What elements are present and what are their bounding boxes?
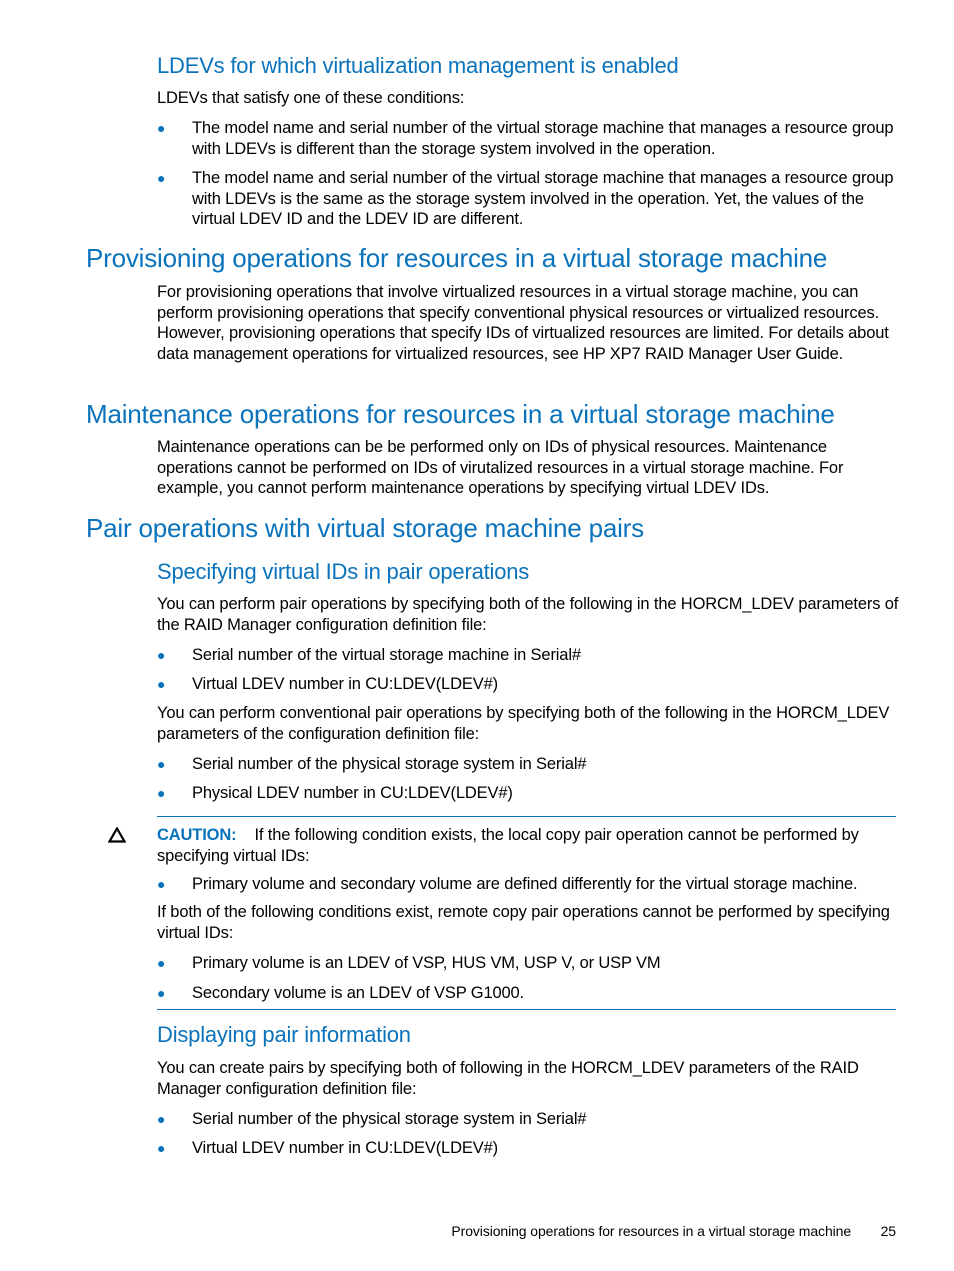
caution-paragraph <box>157 825 902 866</box>
caution-top-rule <box>157 816 896 817</box>
bullet-icon: ● <box>157 1140 166 1156</box>
bullet-icon: ● <box>157 170 166 186</box>
list-item <box>157 783 902 804</box>
caution-paragraph-2: If both of the following conditions exist, remote copy pair operations cannot be performed by specifying virtual IDs: <box>157 903 890 942</box>
section-heading-specifying-virtual-ids: Specifying virtual IDs in pair operations <box>157 559 530 584</box>
bullet-icon: ● <box>157 647 166 663</box>
section-heading-pair-operations: Pair operations with virtual storage machine pairs <box>86 513 644 543</box>
bullet-icon: ● <box>157 876 166 892</box>
page-number: 25 <box>880 1223 896 1239</box>
caution-label: CAUTION: <box>157 826 237 844</box>
list-item-text: Primary volume is an LDEV of VSP, HUS VM, USP V, or USP VM <box>192 954 661 972</box>
list-item-text: The model name and serial number of the virtual storage machine that manages a resource group with LDEVs is different than the storage system involved in the operation. <box>192 119 894 158</box>
paragraph-displaying: You can create pairs by specifying both of following in the HORCM_LDEV parameters of the RAID Manager configuration definition file: <box>157 1059 859 1098</box>
paragraph-maintenance: Maintenance operations can be be performed only on IDs of physical resources. Maintenance operations cannot be performed on IDs of virutalized resources in a virtual storage machine. For example, you cannot perform maintenance operations by specifying virtual LDEV IDs. <box>157 438 844 498</box>
bullet-icon: ● <box>157 676 166 692</box>
paragraph-provisioning: For provisioning operations that involve virtualized resources in a virtual storage machine, you can perform provisioning operations that specify conventional physical resources or virtualized resources. However, provisioning operations that specify IDs of virtualized resources are limited. For details about data management operations for virtualized resources, see HP XP7 RAID Manager User Guide. <box>157 283 889 364</box>
list-item <box>157 1138 902 1159</box>
bullet-icon: ● <box>157 1111 166 1127</box>
list-item <box>157 983 902 1004</box>
list-item-text: The model name and serial number of the virtual storage machine that manages a resource group with LDEVs is the same as the storage system involved in the operation. Yet, the values of the virtual LDEV ID and the LDEV ID are different. <box>192 169 894 229</box>
section-heading-ldevs-virtualization: LDEVs for which virtualization management is enabled <box>157 53 679 78</box>
list-item-text: Virtual LDEV number in CU:LDEV(LDEV#) <box>192 1139 498 1157</box>
list-item <box>157 754 902 775</box>
section-heading-provisioning: Provisioning operations for resources in a virtual storage machine <box>86 243 828 273</box>
list-item <box>157 168 902 230</box>
list-item <box>157 118 902 159</box>
section-heading-maintenance: Maintenance operations for resources in a virtual storage machine <box>86 399 835 429</box>
list-item-text: Serial number of the physical storage system in Serial# <box>192 755 587 773</box>
page-footer <box>451 1223 896 1239</box>
list-item <box>157 953 902 974</box>
footer-title: Provisioning operations for resources in a virtual storage machine <box>451 1223 852 1239</box>
caution-text: If the following condition exists, the local copy pair operation cannot be performed by specifying virtual IDs: <box>157 826 859 865</box>
bullet-icon: ● <box>157 120 166 136</box>
paragraph-ldevs-intro: LDEVs that satisfy one of these conditions: <box>157 89 465 107</box>
caution-bottom-rule <box>157 1009 896 1010</box>
list-item-text: Serial number of the physical storage system in Serial# <box>192 1110 587 1128</box>
bullet-icon: ● <box>157 985 166 1001</box>
bullet-icon: ● <box>157 785 166 801</box>
list-item <box>157 874 902 895</box>
list-item <box>157 1109 902 1130</box>
list-item-text: Secondary volume is an LDEV of VSP G1000. <box>192 984 524 1002</box>
bullet-icon: ● <box>157 955 166 971</box>
list-item-text: Physical LDEV number in CU:LDEV(LDEV#) <box>192 784 513 802</box>
paragraph-specifying-2: You can perform conventional pair operations by specifying both of the following in the HORCM_LDEV parameters of the configuration definition file: <box>157 704 890 743</box>
list-item <box>157 645 902 666</box>
section-heading-displaying-pair-info: Displaying pair information <box>157 1022 411 1047</box>
bullet-icon: ● <box>157 756 166 772</box>
paragraph-specifying-1: You can perform pair operations by specifying both of the following in the HORCM_LDEV parameters of the RAID Manager configuration definition file: <box>157 595 899 634</box>
list-item <box>157 674 902 695</box>
caution-triangle-icon <box>108 827 126 843</box>
list-item-text: Primary volume and secondary volume are defined differently for the virtual storage machine. <box>192 875 858 893</box>
list-item-text: Serial number of the virtual storage machine in Serial# <box>192 646 581 664</box>
list-item-text: Virtual LDEV number in CU:LDEV(LDEV#) <box>192 675 498 693</box>
